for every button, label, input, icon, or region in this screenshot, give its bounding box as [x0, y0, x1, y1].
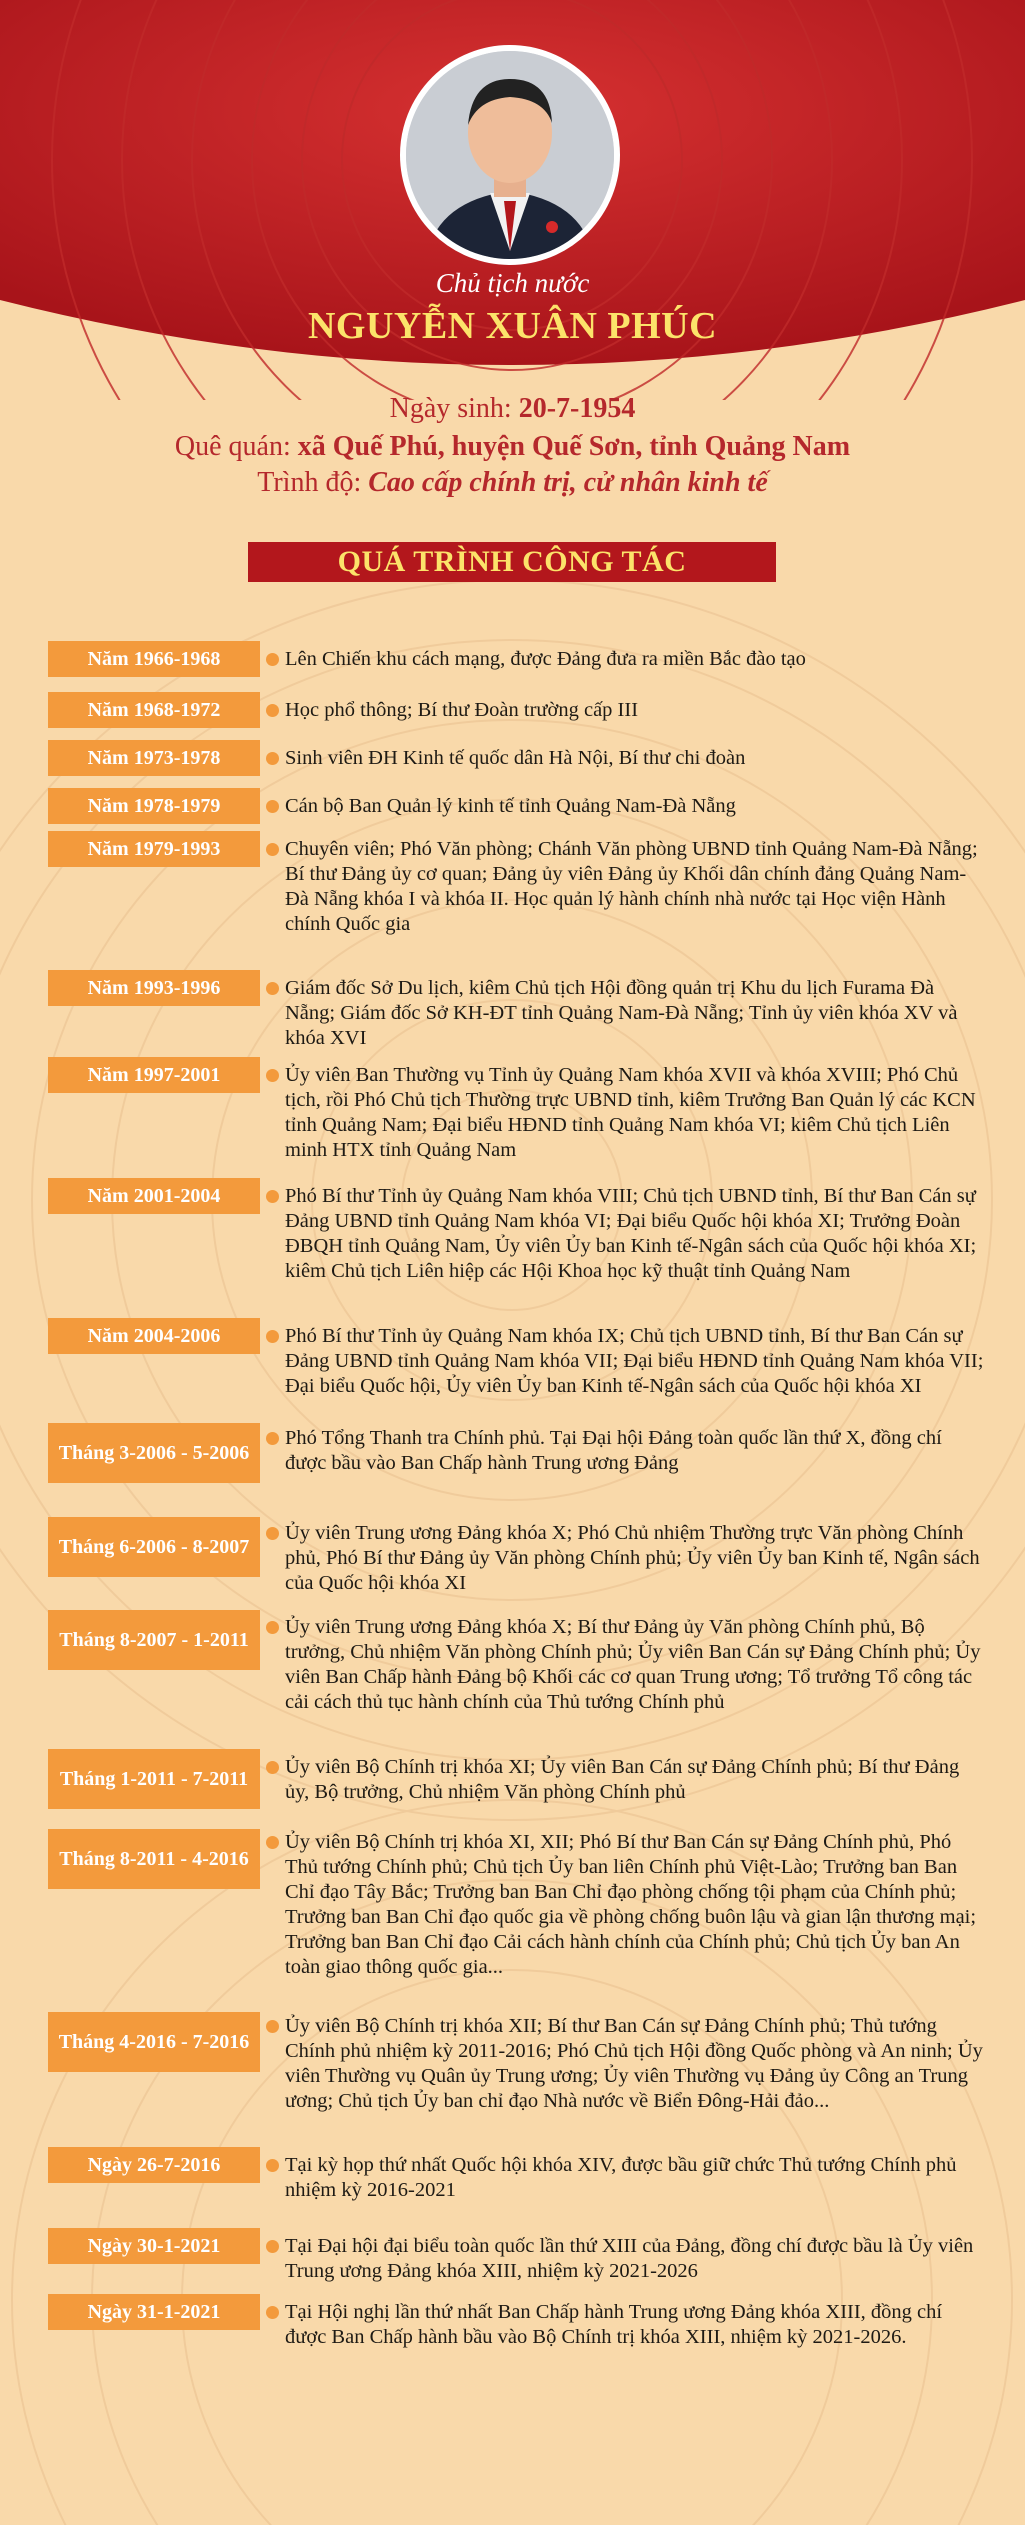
birth-label: Ngày sinh: [389, 393, 512, 424]
education-label: Trình độ: [257, 467, 362, 498]
bullet-dot-icon [266, 1330, 279, 1343]
bullet-dot-icon [266, 1432, 279, 1445]
timeline-period: Tháng 4-2016 - 7-2016 [48, 2012, 260, 2072]
hometown-value: xã Quế Phú, huyện Quế Sơn, tỉnh Quảng Nam [297, 431, 851, 462]
person-name: NGUYỄN XUÂN PHÚC [307, 305, 718, 347]
timeline-description: Tại kỳ họp thứ nhất Quốc hội khóa XIV, được bầu giữ chức Thủ tướng Chính phủ nhiệm kỳ 2016-2021 [285, 2154, 957, 2201]
timeline-description: Tại Hội nghị lần thứ nhất Ban Chấp hành Trung ương Đảng khóa XIII, đồng chí được Ban Chấp hành bầu vào Bộ Chính trị khóa XIII, nhiệm kỳ 2021-2026. [285, 2301, 943, 2348]
education-value: Cao cấp chính trị, cử nhân kinh tế [368, 467, 768, 498]
timeline-description: Phó Bí thư Tỉnh ủy Quảng Nam khóa VIII; Chủ tịch UBND tỉnh, Bí thư Ban Cán sự Đảng UBND tỉnh Quảng Nam khóa VI; Đại biểu Quốc hội khóa XI; Trưởng Đoàn ĐBQH tỉnh Quảng Nam, Ủy viên Ủy ban Kinh tế-Ngân sách của Quốc hội khóa XI; kiêm Chủ tịch Liên hiệp các Hội Khoa học kỹ thuật tỉnh Quảng Nam [285, 1185, 977, 1282]
timeline-description: Ủy viên Trung ương Đảng khóa X; Bí thư Đảng ủy Văn phòng Chính phủ, Bộ trưởng, Chủ nhiệm Văn phòng Chính phủ; Ủy viên Ban Cán sự Đảng Chính phủ; Ủy viên Ban Chấp hành Đảng bộ Khối các cơ quan Trung ương; Tổ trưởng Tổ công tác cải cách thủ tục hành chính của Thủ tướng Chính phủ [285, 1616, 981, 1713]
bullet-dot-icon [266, 2306, 279, 2319]
timeline-description: Phó Bí thư Tỉnh ủy Quảng Nam khóa IX; Chủ tịch UBND tỉnh, Bí thư Ban Cán sự Đảng UBND tỉnh Quảng Nam khóa VII; Đại biểu HĐND tỉnh Quảng Nam khóa VII; Đại biểu Quốc hội, Ủy viên Ủy ban Kinh tế-Ngân sách của Quốc hội khóa XI [285, 1325, 984, 1397]
timeline-description: Ủy viên Bộ Chính trị khóa XI; Ủy viên Ban Cán sự Đảng Chính phủ; Bí thư Đảng ủy, Bộ trưởng, Chủ nhiệm Văn phòng Chính phủ [285, 1756, 960, 1803]
timeline-description: Ủy viên Bộ Chính trị khóa XII; Bí thư Ban Cán sự Đảng Chính phủ; Thủ tướng Chính phủ nhiệm kỳ 2011-2016; Phó Chủ tịch Hội đồng Quốc phòng và An ninh; Ủy viên Thường vụ Quân ủy Trung ương; Ủy viên Thường vụ Đảng ủy Công an Trung ương; Chủ tịch Ủy ban chỉ đạo Nhà nước về Biển Đông-Hải đảo... [285, 2015, 983, 2112]
timeline-period: Tháng 3-2006 - 5-2006 [48, 1423, 260, 1483]
timeline-description: Giám đốc Sở Du lịch, kiêm Chủ tịch Hội đồng quản trị Khu du lịch Furama Đà Nẵng; Giám đốc Sở KH-ĐT tỉnh Quảng Nam-Đà Nẵng; Tỉnh ủy viên khóa XV và khóa XVI [285, 977, 958, 1049]
timeline-period: Năm 1993-1996 [48, 970, 260, 1006]
timeline-period: Năm 1968-1972 [48, 692, 260, 728]
bullet-dot-icon [266, 1190, 279, 1203]
bullet-dot-icon [266, 843, 279, 856]
bullet-dot-icon [266, 653, 279, 666]
timeline-period: Ngày 26-7-2016 [48, 2147, 260, 2183]
bullet-dot-icon [266, 800, 279, 813]
bullet-dot-icon [266, 752, 279, 765]
timeline-period: Tháng 6-2006 - 8-2007 [48, 1517, 260, 1577]
timeline-period: Năm 2004-2006 [48, 1318, 260, 1354]
timeline-period: Năm 1978-1979 [48, 788, 260, 824]
bullet-dot-icon [266, 1621, 279, 1634]
bullet-dot-icon [266, 704, 279, 717]
timeline-period: Ngày 30-1-2021 [48, 2228, 260, 2264]
bullet-dot-icon [266, 2020, 279, 2033]
bullet-dot-icon [266, 2240, 279, 2253]
timeline-description: Ủy viên Bộ Chính trị khóa XI, XII; Phó Bí thư Ban Cán sự Đảng Chính phủ, Phó Thủ tướng Chính phủ; Chủ tịch Ủy ban liên Chính phủ Việt-Lào; Trưởng ban Ban Chỉ đạo Tây Bắc; Trưởng ban Ban Chỉ đạo phòng chống tội phạm của Chính phủ; Trưởng ban Ban Chỉ đạo quốc gia về phòng chống buôn lậu và gian lận thương mại; Trưởng ban Ban Chỉ đạo Cải cách hành chính của Chính phủ; Chủ tịch Ủy ban An toàn giao thông quốc gia... [285, 1831, 977, 1978]
timeline-period: Năm 1997-2001 [48, 1057, 260, 1093]
bullet-dot-icon [266, 1836, 279, 1849]
timeline-description: Học phổ thông; Bí thư Đoàn trường cấp III [285, 699, 639, 721]
timeline-period: Tháng 1-2011 - 7-2011 [48, 1749, 260, 1809]
timeline-period: Tháng 8-2007 - 1-2011 [48, 1610, 260, 1670]
bullet-dot-icon [266, 1527, 279, 1540]
timeline-period: Ngày 31-1-2021 [48, 2294, 260, 2330]
bullet-dot-icon [266, 2159, 279, 2172]
section-title: QUÁ TRÌNH CÔNG TÁC [248, 542, 776, 582]
timeline-period: Năm 1966-1968 [48, 641, 260, 677]
timeline-description: Ủy viên Ban Thường vụ Tỉnh ủy Quảng Nam khóa XVII và khóa XVIII; Phó Chủ tịch, rồi Phó Chủ tịch Thường trực UBND tỉnh, kiêm Trưởng Ban Quản lý các KCN tỉnh Quảng Nam; Đại biểu HĐND tỉnh Quảng Nam khóa VI; kiêm Chủ tịch Liên minh HTX tỉnh Quảng Nam [285, 1064, 976, 1161]
timeline-description: Tại Đại hội đại biểu toàn quốc lần thứ XIII của Đảng, đồng chí được bầu là Ủy viên Trung ương Đảng khóa XIII, nhiệm kỳ 2021-2026 [285, 2235, 974, 2282]
bullet-dot-icon [266, 982, 279, 995]
bullet-dot-icon [266, 1069, 279, 1082]
timeline-description: Sinh viên ĐH Kinh tế quốc dân Hà Nội, Bí thư chi đoàn [285, 747, 746, 769]
timeline-description: Lên Chiến khu cách mạng, được Đảng đưa ra miền Bắc đào tạo [285, 648, 806, 670]
timeline-description: Phó Tổng Thanh tra Chính phủ. Tại Đại hội Đảng toàn quốc lần thứ X, đồng chí được bầu vào Ban Chấp hành Trung ương Đảng [285, 1427, 942, 1474]
bullet-dot-icon [266, 1761, 279, 1774]
timeline-period: Năm 1973-1978 [48, 740, 260, 776]
timeline-description: Cán bộ Ban Quản lý kinh tế tỉnh Quảng Nam-Đà Nẵng [285, 795, 736, 817]
timeline-description: Chuyên viên; Phó Văn phòng; Chánh Văn phòng UBND tỉnh Quảng Nam-Đà Nẵng; Bí thư Đảng ủy cơ quan; Đảng ủy viên Đảng ủy Khối dân chính đảng Quảng Nam-Đà Nẵng khóa I và khóa II. Học quản lý hành chính nhà nước tại Học viện Hành chính Quốc gia [285, 838, 978, 935]
position-title: Chủ tịch nước [435, 268, 590, 298]
hometown-label: Quê quán: [174, 431, 291, 462]
timeline-period: Năm 1979-1993 [48, 831, 260, 867]
timeline-period: Năm 2001-2004 [48, 1178, 260, 1214]
timeline-description: Ủy viên Trung ương Đảng khóa X; Phó Chủ nhiệm Thường trực Văn phòng Chính phủ, Phó Bí thư Đảng ủy Văn phòng Chính phủ; Ủy viên Ủy ban Kinh tế, Ngân sách của Quốc hội khóa XI [285, 1522, 980, 1594]
timeline-period: Tháng 8-2011 - 4-2016 [48, 1829, 260, 1889]
birth-value: 20-7-1954 [518, 393, 636, 424]
